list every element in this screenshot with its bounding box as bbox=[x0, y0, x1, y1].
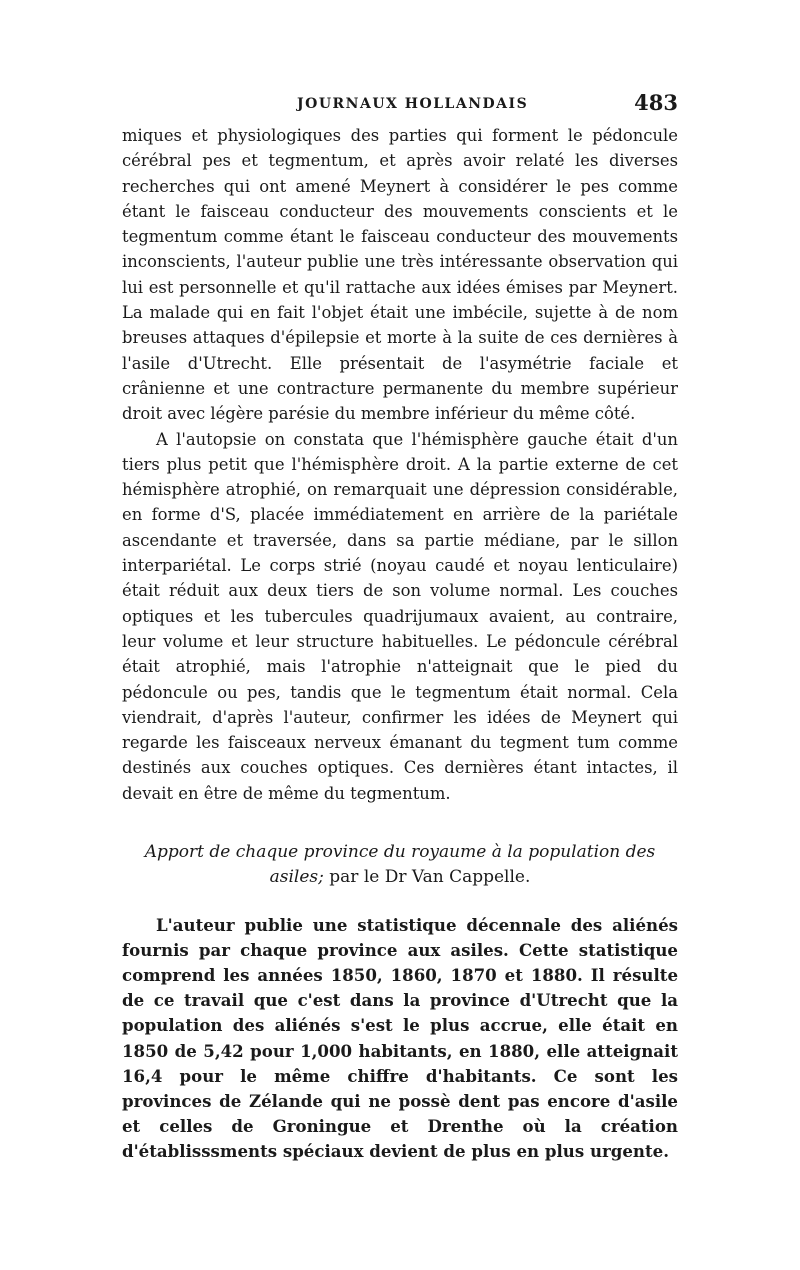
article-heading bbox=[122, 840, 678, 891]
section-statistics bbox=[122, 913, 678, 1165]
running-head: JOURNAUX HOLLANDAIS bbox=[297, 96, 529, 112]
page-number: 483 bbox=[634, 90, 678, 115]
paragraph-autopsy: A l'autopsie on constata que l'hémisphère gauche était d'un tiers plus petit que l'hémisphère droit. A la partie externe de cet hémisphère atrophié, on remarquait une dépression considérable, en forme d'S, placée immédiatement en arrière de la pariétale ascendante et traversée, dans sa partie médiane, par le sillon interpariétal. Le corps strié (noyau caudé et noyau lenticulaire) était réduit aux deux tiers de son volume normal. Les couches optiques et les tubercules quadrijumaux avaient, au contraire, leur volume et leur structure habituelles. Le pédoncule cérébral était atrophié, mais l'atrophie n'atteignait que le pied du pédoncule ou pes, tandis que le tegmentum était normal. Cela viendrait, d'après l'auteur, confirmer les idées de Meynert qui regarde les faisceaux nerveux émanant du tegment tum comme destinés aux couches optiques. Ces dernières étant intactes, il devait en être de même du tegmentum. bbox=[122, 429, 678, 803]
article-author: par le Dr Van Cappelle. bbox=[329, 867, 531, 888]
page-header bbox=[122, 90, 678, 118]
paragraph-statistics: L'auteur publie une statistique décennale des aliénés fournis par chaque province aux asiles. Cette statistique comprend les années 1850, 1860, 1870 et 1880. Il résulte de ce travail que c'est dans la province d'Utrecht que la population des aliénés s'est le plus accrue, elle était en 1850 de 5,42 pour 1,000 habitants, en 1880, elle atteignait 16,4 pour le même chiffre d'habitants. Ce sont les provinces de Zélande qui ne possè dent pas encore d'asile et celles de Groningue et Drenthe où la création d'établisssments spéciaux devient de plus en plus urgente. bbox=[122, 914, 678, 1162]
paragraph-meynert: miques et physiologiques des parties qui forment le pédoncule cérébral pes et tegmentum, et après avoir relaté les diverses recherches qui ont amené Meynert à considérer le pes comme étant le faisceau conducteur des mouvements conscients et le tegmentum comme étant le faisceau conducteur des mouvements inconscients, l'auteur publie une très intéressante observation qui lui est personnelle et qu'il rattache aux idées émises par Meynert. La malade qui en fait l'objet était une imbécile, sujette à de nom breuses attaques d'épilepsie et morte à la suite de ces dernières à l'asile d'Utrecht. Elle présentait de l'asymétrie faciale et crânienne et une contracture permanente du membre supérieur droit avec légère parésie du membre inférieur du même côté. bbox=[122, 126, 678, 424]
section-journal-summary bbox=[122, 123, 678, 806]
article-title: Apport de chaque province du royaume à la population des asiles; bbox=[144, 842, 656, 888]
book-page bbox=[122, 90, 678, 1165]
